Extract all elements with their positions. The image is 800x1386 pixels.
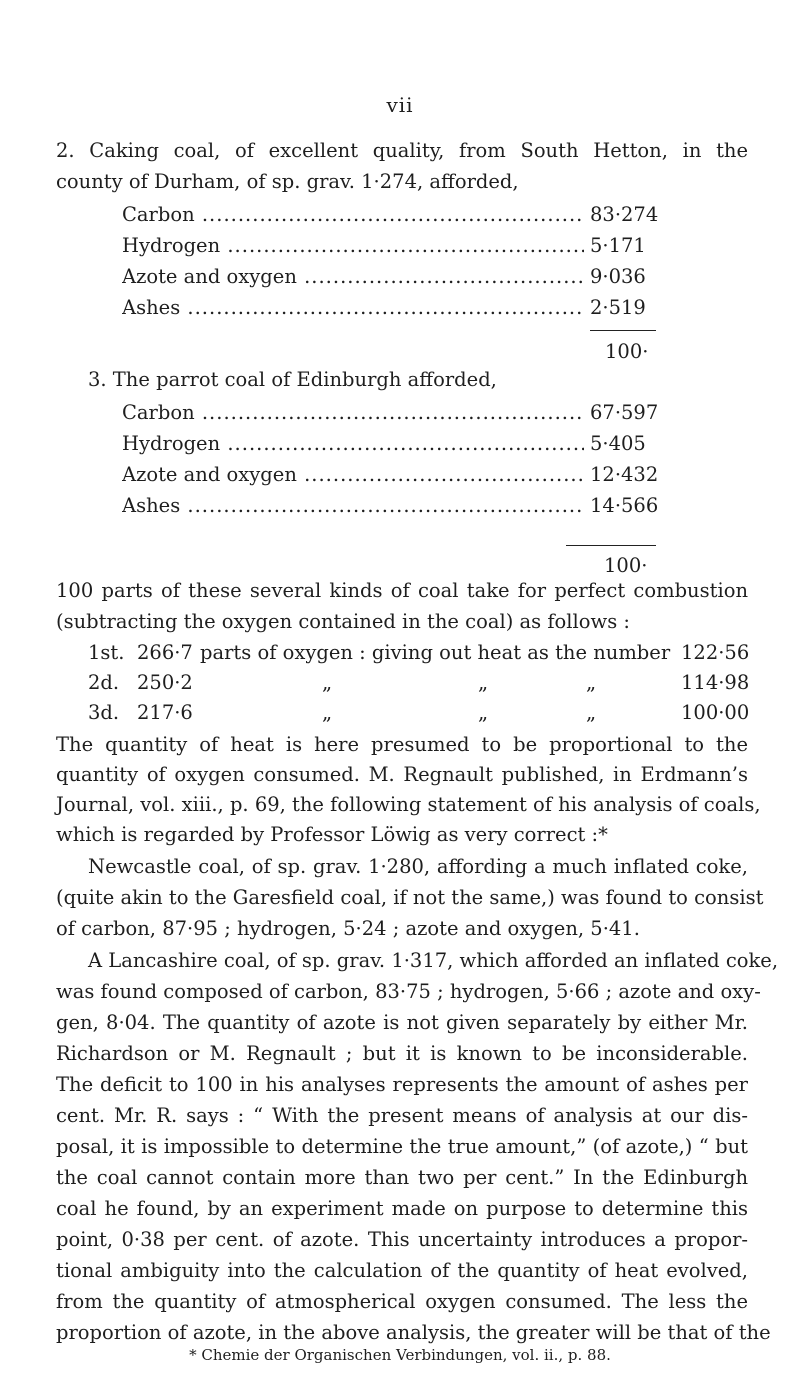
lancashire-line: tional ambiguity into the calculation of the quantity of heat evolved, xyxy=(56,1259,748,1282)
lancashire-line: The deficit to 100 in his analyses represents the amount of ashes per xyxy=(56,1073,748,1096)
ordinal: 3d. xyxy=(88,701,120,724)
oxygen-parts: 250·2 xyxy=(137,671,193,694)
body-line: quantity of oxygen consumed. M. Regnault published, in Erdmann’s xyxy=(56,763,748,786)
page-number: vii xyxy=(386,93,414,117)
row-value: 12·432 xyxy=(584,460,654,490)
lancashire-line: Richardson or M. Regnault ; but it is known to be inconsiderable. xyxy=(56,1042,748,1065)
ditto-mark: „ xyxy=(586,701,597,724)
newcastle-line: of carbon, 87·95 ; hydrogen, 5·24 ; azote and oxygen, 5·41. xyxy=(56,917,640,940)
row-value: 5·171 xyxy=(584,231,654,261)
lancashire-line: gen, 8·04. The quantity of azote is not given separately by either Mr. xyxy=(56,1011,748,1034)
section3-total: 100· xyxy=(604,554,648,577)
section2-row-carbon xyxy=(122,200,659,230)
body-line: The quantity of heat is here presumed to be proportional to the xyxy=(56,733,748,756)
lancashire-line: A Lancashire coal, of sp. grav. 1·317, which afforded an inflated coke, xyxy=(88,949,779,972)
row-value: 2·519 xyxy=(584,293,654,323)
lancashire-line: point, 0·38 per cent. of azote. This uncertainty introduces a propor- xyxy=(56,1228,748,1251)
ditto-mark: „ xyxy=(322,701,333,724)
footnote: * Chemie der Organischen Verbindungen, vol. ii., p. 88. xyxy=(189,1346,611,1364)
section3-intro: 3. The parrot coal of Edinburgh afforded, xyxy=(88,368,497,391)
row-label: Azote and oxygen ..... xyxy=(122,460,654,490)
row-value: 14·566 xyxy=(584,491,654,521)
ditto-mark: „ xyxy=(478,671,489,694)
ditto-mark: „ xyxy=(478,701,489,724)
newcastle-line: (quite akin to the Garesfield coal, if not the same,) was found to consist xyxy=(56,886,764,909)
row-label: Hydrogen ..... xyxy=(122,231,654,261)
lancashire-line: from the quantity of atmospherical oxygen consumed. The less the xyxy=(56,1290,748,1313)
lancashire-line: the coal cannot contain more than two per cent.” In the Edinburgh xyxy=(56,1166,748,1189)
section2-row-hydrogen xyxy=(122,231,654,261)
body-line: Journal, vol. xiii., p. 69, the following statement of his analysis of coals, xyxy=(56,793,761,816)
section2-intro-line2: county of Durham, of sp. grav. 1·274, afforded, xyxy=(56,170,519,193)
combustion-line1: 100 parts of these several kinds of coal take for perfect combustion xyxy=(56,579,748,602)
section2-row-azote-oxygen xyxy=(122,262,654,292)
sum-rule xyxy=(590,330,656,331)
ordinal: 2d. xyxy=(88,671,120,694)
heat-number: 100·00 xyxy=(681,701,750,724)
row-value: 9·036 xyxy=(584,262,654,292)
section3-row-hydrogen xyxy=(122,429,654,459)
section2-intro-line1: 2. Caking coal, of excellent quality, from South Hetton, in the xyxy=(56,139,748,162)
row-label: Hydrogen ..... xyxy=(122,429,654,459)
ditto-mark: „ xyxy=(586,671,597,694)
oxygen-parts: 266·7 xyxy=(137,641,193,664)
section2-total: 100· xyxy=(605,340,649,363)
heat-number: 114·98 xyxy=(681,671,750,694)
row-label: Carbon ..... xyxy=(122,398,654,428)
ditto-mark: „ xyxy=(322,671,333,694)
lancashire-line: proportion of azote, in the above analysis, the greater will be that of the xyxy=(56,1321,771,1344)
row-value: 5·405 xyxy=(584,429,654,459)
row-label: Ashes ..... xyxy=(122,293,654,323)
row-label: Azote and oxygen ..... xyxy=(122,262,654,292)
section3-row-azote-oxygen xyxy=(122,460,659,490)
row-label: Ashes ..... xyxy=(122,491,654,521)
lancashire-line: posal, it is impossible to determine the true amount,” (of azote,) “ but xyxy=(56,1135,748,1158)
section3-row-ashes xyxy=(122,491,659,521)
heat-number: 122·56 xyxy=(681,641,750,664)
ordinal: 1st. xyxy=(88,641,125,664)
section2-row-ashes xyxy=(122,293,654,323)
row-value: 83·274 xyxy=(584,200,654,230)
newcastle-line: Newcastle coal, of sp. grav. 1·280, affording a much inflated coke, xyxy=(88,855,748,878)
section3-row-carbon xyxy=(122,398,659,428)
lancashire-line: coal he found, by an experiment made on purpose to determine this xyxy=(56,1197,748,1220)
row-label: Carbon ..... xyxy=(122,200,654,230)
lancashire-line: was found composed of carbon, 83·75 ; hydrogen, 5·66 ; azote and oxy- xyxy=(56,980,761,1003)
sum-rule xyxy=(566,545,656,546)
row-text: parts of oxygen : giving out heat as the number xyxy=(200,641,671,664)
row-value: 67·597 xyxy=(584,398,654,428)
oxygen-parts: 217·6 xyxy=(137,701,193,724)
combustion-line2: (subtracting the oxygen contained in the coal) as follows : xyxy=(56,610,630,633)
body-line: which is regarded by Professor Löwig as very correct :* xyxy=(56,823,608,846)
lancashire-line: cent. Mr. R. says : “ With the present means of analysis at our dis- xyxy=(56,1104,748,1127)
